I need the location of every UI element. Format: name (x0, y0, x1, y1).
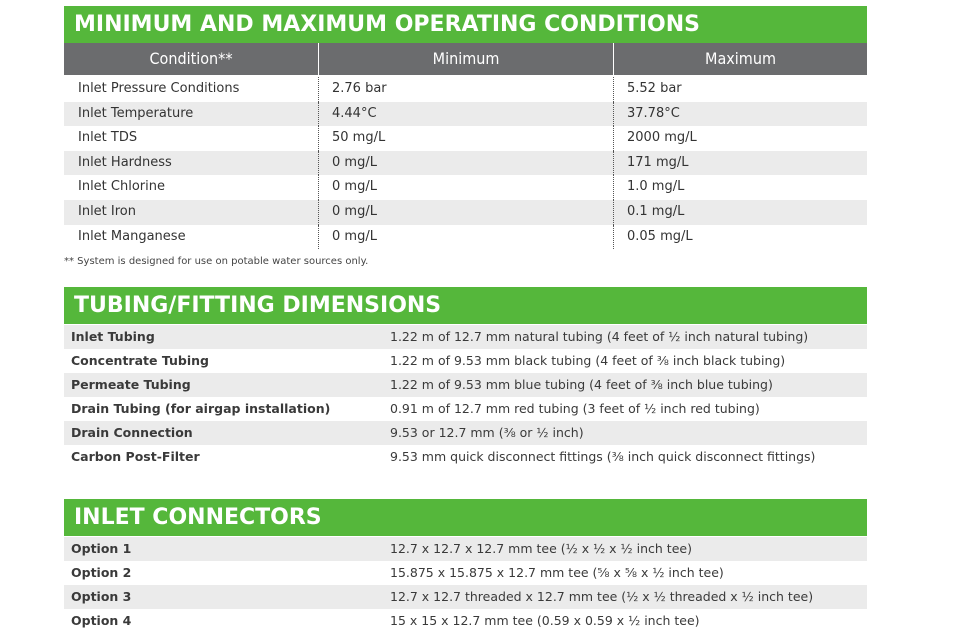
condition-cell: Inlet Iron (78, 203, 136, 219)
table-row (64, 175, 867, 200)
table-row (64, 537, 867, 561)
table-row (64, 325, 867, 349)
minimum-cell: 4.44°C (318, 102, 613, 127)
row-value: 12.7 x 12.7 x 12.7 mm tee (½ x ½ x ½ inch tee) (390, 541, 692, 556)
row-value: 1.22 m of 9.53 mm black tubing (4 feet of ⅜ inch black tubing) (390, 353, 786, 368)
maximum-cell: 5.52 bar (613, 77, 867, 102)
table-row (64, 445, 867, 469)
operating-conditions-header (64, 43, 867, 75)
table-row (64, 349, 867, 373)
minimum-cell: 2.76 bar (318, 77, 613, 102)
row-label: Option 2 (71, 565, 132, 580)
operating-conditions-table (64, 77, 867, 249)
minimum-cell: 0 mg/L (318, 151, 613, 176)
row-label: Inlet Tubing (71, 329, 155, 344)
condition-cell: Inlet TDS (78, 130, 138, 146)
column-header-maximum: Maximum (705, 49, 776, 68)
condition-cell: Inlet Pressure Conditions (78, 81, 240, 96)
tubing-dimensions-table (64, 325, 867, 469)
column-header-minimum: Minimum (319, 43, 614, 75)
column-header-condition: Condition** (64, 43, 319, 75)
row-label: Option 3 (71, 589, 132, 604)
table-row (64, 609, 867, 633)
condition-cell: Inlet Manganese (78, 228, 186, 244)
row-label: Permeate Tubing (71, 377, 191, 392)
row-label: Drain Tubing (for airgap installation) (71, 401, 331, 416)
table-row (64, 225, 867, 250)
maximum-cell: 1.0 mg/L (613, 175, 867, 200)
inlet-connectors-table (64, 537, 867, 633)
tubing-dimensions-title: TUBING/FITTING DIMENSIONS (64, 287, 867, 324)
table-row (64, 151, 867, 176)
minimum-cell: 0 mg/L (318, 175, 613, 200)
row-label: Option 1 (71, 541, 132, 556)
row-label: Carbon Post-Filter (71, 449, 200, 464)
maximum-cell: 37.78°C (613, 102, 867, 127)
row-value: 1.22 m of 9.53 mm blue tubing (4 feet of ⅜ inch blue tubing) (390, 377, 773, 392)
row-label: Concentrate Tubing (71, 353, 209, 368)
row-label: Option 4 (71, 613, 132, 628)
table-row (64, 77, 867, 102)
minimum-cell: 50 mg/L (318, 126, 613, 151)
row-value: 9.53 mm quick disconnect fittings (⅜ inch quick disconnect fittings) (390, 449, 816, 464)
row-value: 15 x 15 x 12.7 mm tee (0.59 x 0.59 x ½ inch tee) (390, 613, 700, 628)
condition-cell: Inlet Hardness (78, 154, 172, 170)
minimum-cell: 0 mg/L (318, 225, 613, 250)
minimum-cell: 0 mg/L (318, 200, 613, 225)
table-row (64, 102, 867, 127)
table-row (64, 585, 867, 609)
table-row (64, 126, 867, 151)
maximum-cell: 171 mg/L (613, 151, 867, 176)
table-row (64, 373, 867, 397)
row-label: Drain Connection (71, 425, 193, 440)
table-row (64, 561, 867, 585)
table-row (64, 421, 867, 445)
row-value: 9.53 or 12.7 mm (⅜ or ½ inch) (390, 425, 584, 440)
table-row (64, 397, 867, 421)
maximum-cell: 0.05 mg/L (613, 225, 867, 250)
row-value: 12.7 x 12.7 threaded x 12.7 mm tee (½ x ½ threaded x ½ inch tee) (390, 589, 814, 604)
condition-cell: Inlet Chlorine (78, 179, 165, 195)
condition-cell: Inlet Temperature (78, 105, 194, 121)
row-value: 0.91 m of 12.7 mm red tubing (3 feet of ½ inch red tubing) (390, 401, 760, 416)
inlet-connectors-title: INLET CONNECTORS (64, 499, 867, 536)
maximum-cell: 0.1 mg/L (613, 200, 867, 225)
row-value: 15.875 x 15.875 x 12.7 mm tee (⅝ x ⅝ x ½ inch tee) (390, 565, 724, 580)
maximum-cell: 2000 mg/L (613, 126, 867, 151)
footnote: ** System is designed for use on potable water sources only. (64, 256, 369, 267)
table-row (64, 200, 867, 225)
row-value: 1.22 m of 12.7 mm natural tubing (4 feet of ½ inch natural tubing) (390, 329, 809, 344)
operating-conditions-title: MINIMUM AND MAXIMUM OPERATING CONDITIONS (64, 6, 867, 43)
